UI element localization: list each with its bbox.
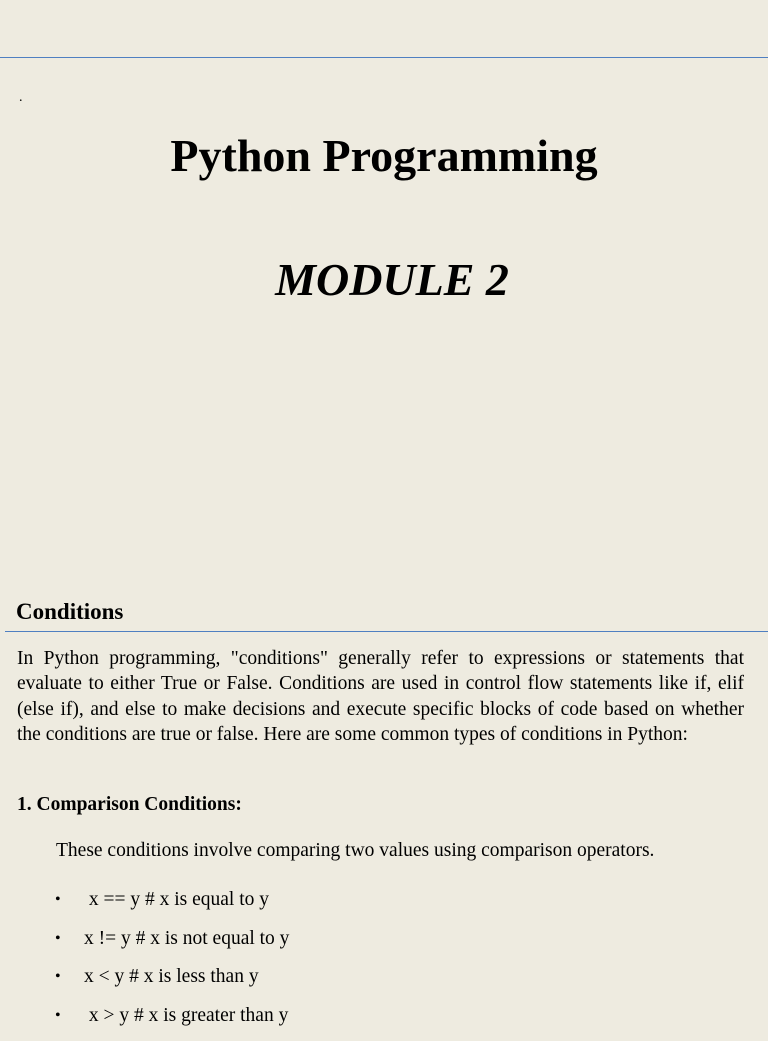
module-title: MODULE 2 [275,254,509,305]
document-title: Python Programming [170,130,598,181]
bullet-icon: • [55,1006,61,1024]
top-divider [0,57,768,58]
section-divider [5,631,768,632]
conditions-intro-paragraph: In Python programming, "conditions" generally refer to expressions or statements that evaluate to either True or False. Conditions are used in control flow statements like if, elif (else if), and else to make decisions and execute specific blocks of code based on whether the conditions are true or false. Here are some common types of conditions in Python: [17,648,744,745]
bullet-icon: • [55,968,61,985]
list-item-text: x == y # x is equal to y [84,889,270,910]
list-item-text: x < y # x is less than y [84,966,259,987]
comparison-conditions-heading: 1. Comparison Conditions: [17,794,242,815]
comparison-conditions-description: These conditions involve comparing two values using comparison operators. [56,840,655,861]
list-item-text: x != y # x is not equal to y [84,927,290,949]
stray-dot: . [19,90,23,105]
conditions-heading: Conditions [16,599,124,624]
list-item-text: x > y # x is greater than y [84,1004,289,1026]
bullet-icon: • [55,929,61,947]
bullet-icon: • [55,891,61,908]
